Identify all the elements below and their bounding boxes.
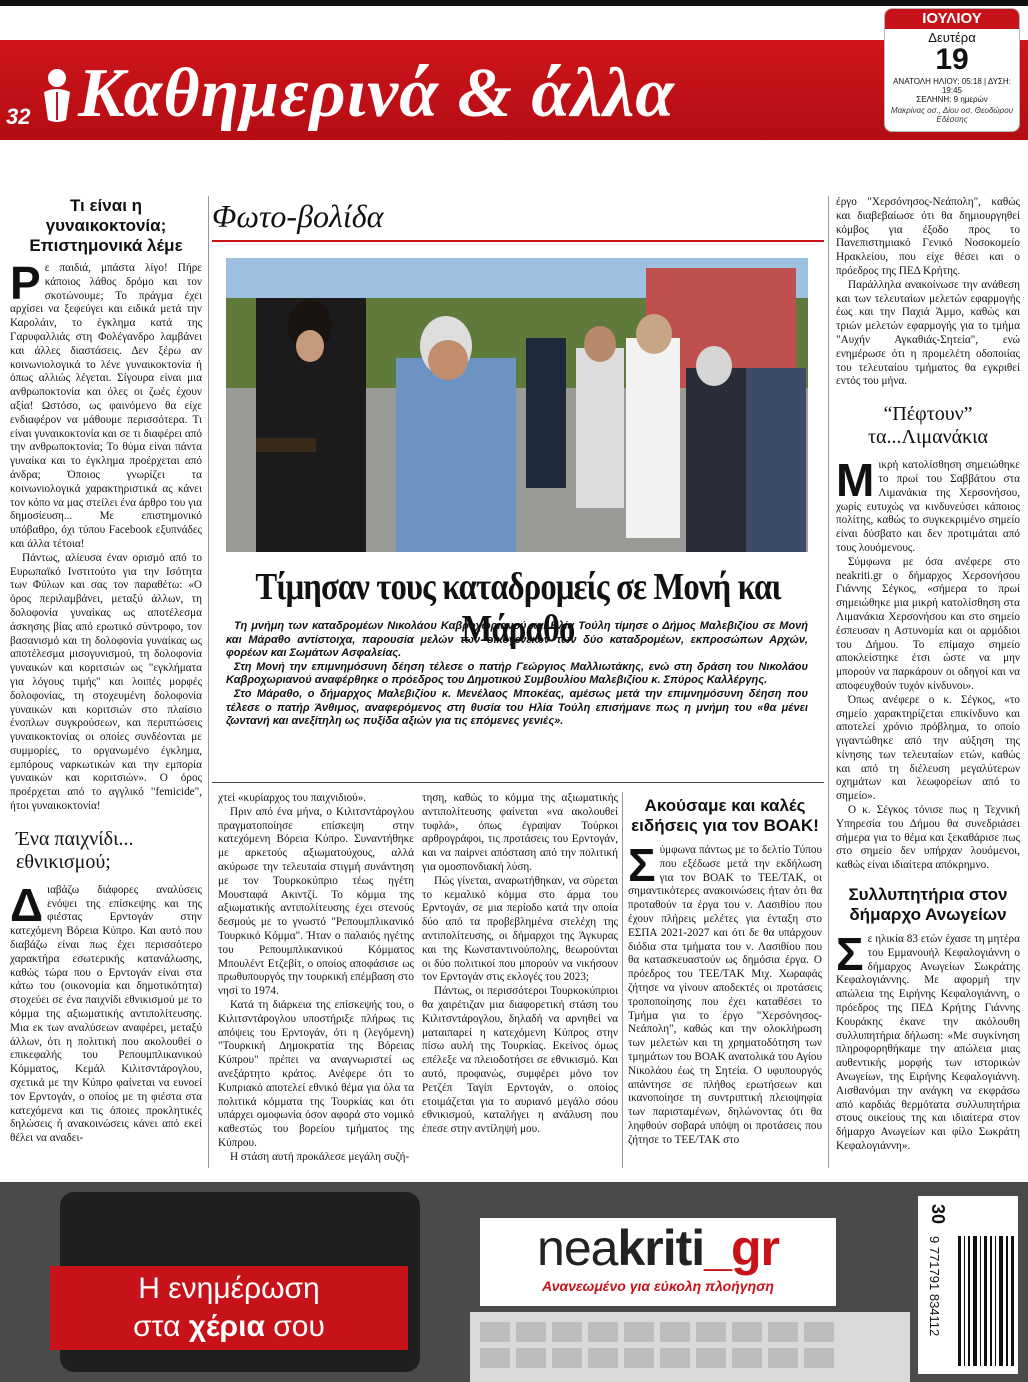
- right-body: έργο "Χερσόνησος-Νεάπολη", καθώς και διαβεβαίωσε ότι θα δημιουργηθεί κόμβος για έξοδο προς το Πανεπιστημιακό Γενικό Νοσοκομείο Ηρακλείου, που είχε θέσει και ο πρόεδρος της ΠΕΔ Κρήτης.: [836, 196, 1020, 277]
- left-article2: [10, 878, 202, 1146]
- right-p5: Ο κ. Σέγκος τόνισε πως η Τεχνική Υπηρεσία του Δήμου θα συνεδριάσει σήμερα για το θέμα και ξεκαθάρισε πως στο σημείο δεν υπήρχαν λουόμενοι, καθώς είναι ιδιαίτερα απόκρημνο.: [836, 804, 1020, 872]
- right-column: [836, 196, 1020, 1154]
- ceremony-photo-image: [226, 258, 808, 552]
- ad-slogan-b: χέρια: [188, 1310, 265, 1343]
- mid2-body: τηση, καθώς το κόμμα της αξιωματικής αντιπολίτευσης φαίνεται «να ακολουθεί τυφλά», όπως έγραψαν Τούρκοι αρθρογράφοι, τις προτάσεις του Ερντογάν, και να παίρνει απόσταση από την πολιτική για ομοσπονδιακή λύση.: [422, 792, 618, 873]
- page-number: 32: [6, 104, 31, 129]
- right-heading: “Πέφτουν” τα...Λιμανάκια: [867, 403, 989, 449]
- neakriti-tagline: Ανανεωμένο για εύκολη πλοήγηση: [542, 1278, 774, 1294]
- left-body3: ιαβάζω διάφορες αναλύσεις ενόψει της επίσκεψης και της φιέστας Ερντογάν στην κατεχόμενη Βόρεια Κύπρο. Και αυτό που διαβάζω είναι πως έχει περισσότερο χαρακτήρα εσωτερικής κατανάλωσης, καθώς τώρα που ο Ερντογάν είναι στα κάτω του (οικονομία και δημοτικότητα) στοχεύει σε ένα παιχνίδι εθνικισμού με το κόμμα της αξιωματικής αντιπολίτευσης. Μια εκ των αναλύσεων αναφέρει, μεταξύ άλλων, ότι η πολιτική που ακολουθεί ο επικεφαλής του Ρεπουμπλικανικού Κόμματος, Κεμάλ Κιλιτσντάρογλου, σχετικά με την Κύπρο φαίνεται να ευνοεί τον Ερντογάν, ο οποίος με τη φιέστα στα κατεχόμενα και τις όποιες προκλητικές δηλώσεις ή ανακοινώσεις κάνει από εκεί θέλει να αναδει-: [10, 883, 202, 1145]
- mid1-p3: Κατά τη διάρκεια της επίσκεψής του, ο Κιλιτσντάρογλου υποστήριξε πλήρως τις απόψεις του Ερντογάν, ότι η (λεγόμενη) "Τουρκική Δημοκρατία της Βόρειας Κύπρου" πρέπει να αναγνωριστεί ως ανεξάρτητο κράτος. Ανέφερε ότι το Κυπριακό αποτελεί εθνικό θέμα για όλα τα πολιτικά κόμματα της Τουρκίας και ότι υπάρχει ομοφωνία όσον αφορά στο νομικό καθεστώς του βορείου τμήματος της Κύπρου.: [218, 998, 414, 1149]
- mid2-p2: Πώς γίνεται, αναρωτήθηκαν, να σύρεται το κεμαλικό κόμμα στο άρμα του Ερντογάν, σε μια περίοδο κατά την οποία δύο από τα προβεβλημένα στελέχη της αντιπολίτευσης, οι δήμαρχοι της Άγκυρας και της Κωνσταντινούπολης, θεωρούνται οι δύο πολιτικοί που μπορούν να νικήσουν τον Ερντογάν στις εκλογές του 2023;: [422, 874, 618, 984]
- feature-bottom-rule: [212, 782, 824, 783]
- left-body1: ε παιδιά, μπάστα λίγο! Πήρε κάποιος λάθος δρόμο και τον σκοτώνουμε; Το πράγμα έχει αρχίσει να ξεφεύγει και ειδικά μετά την Καρολάιν, το έγκλημα κατά της Γαρυφαλλιάς στη Φολέγανδρο λαμβάνει και άλλες διαστάσεις. Δεν ξέρω αν κοινωνιολογικά το λένε γυναικοκτονία ή όπως αλλιώς λέγεται. Σίγουρα είναι μια ανθρωποκτονία και όλες οι ζωές έχουν αξία! Ωστόσο, ως φαινόμενο θα είχε ενδιαφέρον να μάθουμε περισσότερα. Τι είναι γυναικοκτονία και σε τι διαφέρει από την ανθρωποκτονία; Το θύμα είναι πάντα γυναίκα και το έγκλημα προέρχεται από άνδρα; Όποιος γνωρίζει τα κοινωνιολογικά χαρακτηριστικά ας κάνει τον κόπο να μας στείλει ένα άρθρο του για δημοσίευση... Με επιστημονικό υπόβαθρο, όχι τύπου Facebook εξυπνάδες και άλλα τέτοια!: [10, 262, 202, 550]
- feature-headline: Τίμησαν τους καταδρομείς σε Μονή και Μάραθο: [255, 566, 781, 650]
- ad-slogan-box: [50, 1266, 408, 1350]
- mid1-p2: Πριν από ένα μήνα, ο Κιλιτσντάρογλου πραγματοποίησε επίσκεψη στην κατεχόμενη Βόρεια Κύπρο. Συναντήθηκε με αρκετούς αξιωματούχους, αλλά ακύρωσε την τελευταία στιγμή συνάντηση με τον Τουρκοκύπριο τέως ηγέτη Μουσταφά Ακιντζί. Το κόμμα της αξιωματικής αντιπολίτευσης έχει στενούς δεσμούς με το γνωστό "Ρεπουμπλικανικό Τουρκικό Κόμμα". Ήταν ο παλαιός ηγέτης του Ρεπουμπλικανικού Κόμματος Μπουλέντ Ετζεβίτ, ο οποίος αποφάσισε ως πρωθυπουργός την τουρκική επέμβαση στο νησί το 1974.: [218, 805, 414, 998]
- mid-column-1: [218, 792, 414, 1165]
- ad-slogan-c: σου: [264, 1310, 325, 1343]
- date-month: ΙΟΥΛΙΟΥ: [885, 9, 1019, 29]
- right-article2: [836, 454, 1020, 556]
- boak-dropcap: Σ: [628, 839, 656, 891]
- mid1-body: χτεί «κυρίαρχος του παιχνιδιού».: [218, 792, 367, 804]
- sunrise-sunset: ΑΝΑΤΟΛΗ ΗΛΙΟΥ: 05:18 | ΔΥΣΗ: 19:45: [893, 77, 1011, 95]
- left-heading2: Ένα παιχνίδι... εθνικισμού;: [16, 827, 134, 873]
- quill-logo-icon: [38, 62, 76, 132]
- right-body3: ε ηλικία 83 ετών έχασε τη μητέρα του Εμμανουήλ Κεφαλογιάννη ο δήμαρχος Ανωγείων Σωκράτης Κεφαλογιάννης. Με αφορμή την απώλεια της Ειρήνης Κεφαλογιάννη, ο πρόεδρος της ΠΕΔ Κρήτης Γιάννης Κουράκης έκανε την ακόλουθη συλλυπητήρια δήλωση: «Με συγκίνηση πληροφορηθήκαμε την απώλεια μιας αυθεντικής μορφής των ιστορικών Ανωγείων, της Ειρήνης Κεφαλογιάννη. Αισθανόμαι την ανάγκη να εκφράσω από καρδιάς θερμότατα συλλυπητήρια στους οικείους της και ιδιαίτερα στον δήμαρχο Ανωγείων και φίλο Σωκράτη Κεφαλογιάννη».: [836, 933, 1020, 1153]
- feature-lead-p1: Τη μνήμη των καταδρομέων Νικολάου Καβροχωριανού και Ηλία Τούλη τίμησε ο Δήμος Μαλεβιζίου σε Μονή και Μάραθο αντίστοιχα, παρουσία μελών των οικογενειών των δύο καταδρομέων, εκπροσώπων Αρχών, φορέων και Σωμάτων Ασφαλείας.: [226, 620, 808, 660]
- boak-heading: Ακούσαμε και καλές ειδήσεις για τον ΒΟΑΚ!: [631, 796, 819, 835]
- column-divider: [622, 792, 623, 1168]
- column-divider: [828, 196, 829, 1168]
- top-rule: [0, 0, 1028, 6]
- saints-of-day: Μακρίνας οσ., Δίου οσ, Θεοδώρου Εδέσσης: [890, 106, 1014, 124]
- right-p2: Παράλληλα ανακοίνωσε την ανάθεση και των τελευταίων μελετών εφαρμογής έως και την Παχιά Άμμο, καθώς και τριών μελετών εφαρμογής για το τμήμα "Αυχήν Αγκαθιάς-Σητεία", ενώ ενημέρωσε ότι η προμελέτη οδοποιίας του τελευταίου τμήματος θα εγκριθεί εντός του μήνα.: [836, 278, 1020, 388]
- feature-section-label: Φωτο-βολίδα: [212, 198, 412, 242]
- logo-part-c: _gr: [704, 1220, 779, 1276]
- left-column: [10, 196, 202, 1146]
- ad-slogan-line1: Η ενημέρωση: [138, 1272, 320, 1305]
- left-dropcap2: Δ: [10, 878, 44, 931]
- boak-article: [628, 839, 822, 1148]
- section-title: Καθημερινά & άλλα: [78, 55, 675, 132]
- right-body2: ικρή κατολίσθηση σημειώθηκε το πρωί του Σαββάτου στα Λιμανάκια της Χερσονήσου, χωρίς ευτυχώς να κινδυνεύσει κάποιος πολίτης, καθώς το συγκεκριμένο σημείο είναι δύσβατο και δεν προτιμάται από τους λουόμενους.: [836, 459, 1020, 554]
- right-p4: Όπως ανέφερε ο κ. Σέγκος, «το σημείο χαρακτηρίζεται επικίνδυνο και αποτελεί χρόνιο πρόβλημα, το οποίο γιγαντώθηκε από την αύξηση της κίνησης των τελευταίων ετών, καθώς και από τη διέλευση μεγαλύτερων οχημάτων και λεωφορείων από το σημείο».: [836, 693, 1020, 803]
- feature-photo: [226, 258, 808, 552]
- left-dropcap: Ρ: [10, 257, 41, 309]
- logo-part-a: nea: [537, 1220, 618, 1276]
- neakriti-logo: [480, 1218, 836, 1306]
- right-heading2: Συλλυπητήρια στον δήμαρχο Ανωγείων: [848, 885, 1008, 925]
- barcode: [918, 1196, 1018, 1374]
- issue-number: 30: [928, 1204, 948, 1225]
- mid-column-2: [422, 792, 618, 1137]
- boak-body: ύμφωνα πάντως με το δελτίο Τύπου που εξέδωσε μετά την εκδήλωση για τον ΒΟΑΚ το ΤΕΕ/ΤΑΚ, οι σημαντικότερες ανακοινώσεις ήταν ότι θα προταθούν τα έργα του ν. Λασιθίου που έχουν πλήρεις μελέτες για ένταξη στο ΕΣΠΑ 2021-2027 και ότι δε θα υπάρχουν διόδια στα τμήματα του ν. Λασιθίου που θα κατασκευαστούν ως δημόσια έργα. Ο πρόεδρος του ΤΕΕ/ΤΑΚ Μιχ. Χωραφάς ζήτησε να γίνουν αποδεκτές οι προτάσεις τροποποίησης που έχει καταθέσει το Τμήμα για το έργο "Χερσόνησος-Νεάπολη", καθώς και την ολοκλήρωση των μελετών και τη χρηματοδότηση των τμημάτων του ΒΟΑΚ ανατολικά του Αγίου Νικολάου έως τη Σητεία. Ο υφυπουργός απάντησε σε πλήθος ερωτήσεων και ικανοποίησε τη συντριπτική πλειοψηφία των παρισταμένων, δηλώνοντας ότι θα ληφθούν σοβαρά υπόψη οι προτάσεις που ζήτησε το ΤΕΕ/ΤΑΚ στο: [628, 844, 822, 1146]
- date-day: 19: [935, 43, 969, 76]
- right-p3: Σύμφωνα με όσα ανέφερε στο neakriti.gr ο δήμαρχος Χερσονήσου Γιάννης Σέγκος, «σήμερα το πρωί σημειώθηκε μια μικρή κατολίσθηση στα Λιμανάκια Χερσονήσου και στο σημείο έσπευσαν η Αστυνομία και οι αρμόδιοι του Δήμου. Το επίμαχο σημείο αποκλείστηκε έτσι ώστε να μην μπορούν να παρκάρουν οι οδηγοί και να αποφευχθούν τυχόν κίνδυνοι».: [836, 555, 1020, 692]
- right-dropcap: Μ: [836, 454, 875, 507]
- left-heading: Τι είναι η γυναικοκτονία; Επιστημονικά λέμε: [29, 196, 183, 255]
- date-box: [884, 8, 1020, 132]
- right-dropcap2: Σ: [836, 928, 864, 981]
- feature-rule: [212, 240, 824, 242]
- neakriti-wordmark: [480, 1218, 836, 1278]
- left-body2: Πάντως, αλίευσα έναν ορισμό από το Ευρωπαϊκό Ινστιτούτο για την Ισότητα των Φύλων και σας τον παραθέτω: «Ο όρος περιλαμβάνει, μεταξύ άλλων, τη δολοφονία γυναίκας ως αποτέλεσμα άσκησης βίας από ερωτικό σύντροφο, τον βασανισμό και τη δολοφονία γυναίκας ως αποτέλεσμα μισογυνισμού, τη δολοφονία γυναικών και κοριτσιών ως "εγκλήματα για λόγους τιμής" και λοιπές μορφές δολοφονίας, τη στοχευμένη δολοφονία γυναικών και κοριτσιών στο πλαίσιο ένοπλων συγκρούσεων, και περιπτώσεις γυναικοκτονίας οι οποίες συνδέονται με συμμορίες, το οργανωμένο έγκλημα, εμπόρους ναρκωτικών και την εμπορία γυναικών και κοριτσιών». Ο όρος προέρχεται από το αγγλικό "femicide", ήτοι γυναικοκτονία!: [10, 551, 202, 813]
- ad-slogan-line2: [50, 1308, 408, 1346]
- column-divider: [208, 196, 209, 1168]
- left-article: [10, 257, 202, 552]
- feature-lead-p2: Στη Μονή την επιμνημόσυνη δέηση τέλεσε ο πατήρ Γεώργιος Μαλλιωτάκης, ενώ στη δράση του Νικολάου Καβροχωριανού αναφέρθηκε ο πρόεδρος του Δημοτικού Συμβουλίου Μαλεβιζίου κ. Σπύρος Καλλέργης.: [226, 660, 808, 687]
- date-weekday: Δευτέρα: [928, 30, 976, 45]
- logo-part-b: kriti: [617, 1220, 705, 1276]
- mid-column-3: [628, 796, 822, 1148]
- feature-lead-p3: Στο Μάραθο, ο δήμαρχος Μαλεβιζίου κ. Μενέλαος Μποκέας, αμέσως μετά την επιμνημόσυνη δέηση που τέλεσε ο πατήρ Άνθιμος, αναφερόμενος στη θυσία του Ηλία Τούλη επισήμανε πως η μνήμη του «θα μένει ζωντανή και ανεξίτηλη ως πυξίδα αξιών για τις επόμενες γενιές».: [226, 687, 808, 728]
- right-article3: [836, 928, 1020, 1154]
- ad-slogan-a: στα: [133, 1310, 189, 1343]
- barcode-number: 9 771791 834112: [927, 1236, 942, 1337]
- moon-age: ΣΕΛΗΝΗ: 9 ημερών: [916, 95, 988, 104]
- mid1-p4: Η στάση αυτή προκάλεσε μεγάλη συζή-: [230, 1150, 410, 1163]
- mid2-p3: Πάντως, οι περισσότεροι Τουρκοκύπριοι θα χαιρέτιζαν μια διαφορετική στάση του Κιλιτσντάρογλου, δηλαδή να αρνηθεί να ματαιπαρεί η κατεχόμενη Κύπρος στην πίσω αυλή της Τουρκίας. Εκείνος όμως επέλεξε να πλειοδοτήσει σε εθνικισμό. Και αυτό, προφανώς, συμφέρει μόνο τον Ρετζέπ Ταγίπ Ερντογάν, ο οποίος ετοιμάζεται για το αυριανό μεγάλο σόου εθνικισμού, καταλήγει η ανάλυση που έπεσε στην αντίληψή μου.: [422, 985, 618, 1136]
- feature-lead: [226, 620, 808, 729]
